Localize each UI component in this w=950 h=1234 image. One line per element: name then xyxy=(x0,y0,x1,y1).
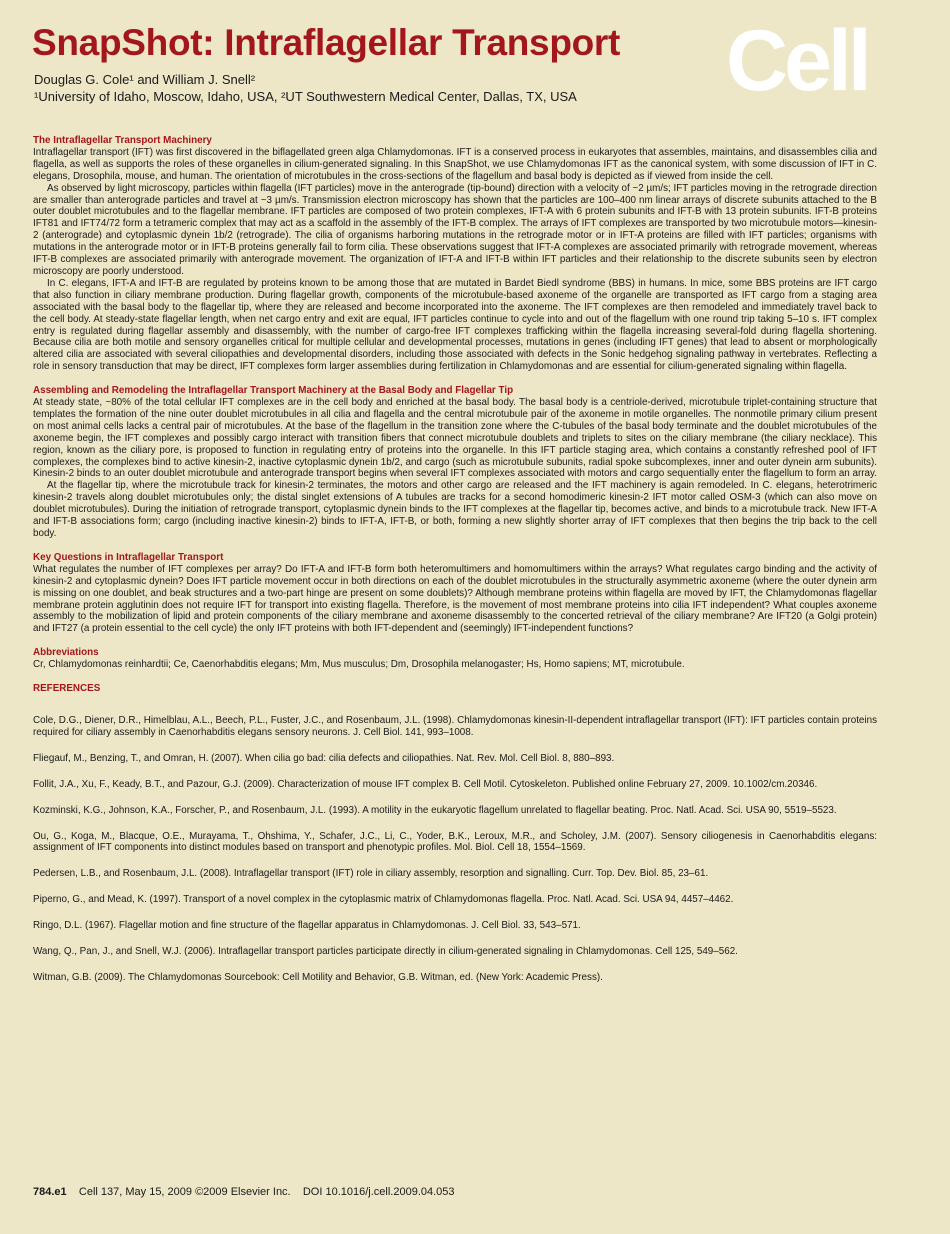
reference-item: Cole, D.G., Diener, D.R., Himelblau, A.L., Beech, P.L., Fuster, J.C., and Rosenbaum, J.L. (1998). Chlamydomonas kinesin-II-dependent intraflagellar transport (IFT): IFT particles contain proteins required for ciliary assembly in Caenorhabditis elegans sensory neurons. J. Cell Biol. 141, 993–1008. xyxy=(33,714,877,738)
reference-item: Piperno, G., and Mead, K. (1997). Transport of a novel complex in the cytoplasmic matrix of Chlamydomonas flagella. Proc. Natl. Acad. Sci. USA 94, 4457–4462. xyxy=(33,894,734,906)
paragraph: Cr, Chlamydomonas reinhardtii; Ce, Caenorhabditis elegans; Mm, Mus musculus; Dm, Drosophila melanogaster; Hs, Homo sapiens; MT, microtubule. xyxy=(33,659,685,671)
paragraph: At the flagellar tip, where the microtubule track for kinesin-2 terminates, the motors and other cargo are released and the IFT machinery is again remodeled. In C. elegans, heterotrimeric kinesin-2 travels along doublet microtubules only; the distal singlet extensions of A tubules are tracks for a second homodimeric kinesin-2 IFT motor called OSM-3 (which can also move on doublet microtubules). During the initiation of retrograde transport, cytoplasmic dynein binds to the IFT complexes at the flagellar tip, becomes active, and binds to a microtubule track. New IFT-A and IFT-B associations form; cargo (including inactive kinesin-2) binds to IFT-A, IFT-B, or both, forming a new slightly shorter array of IFT complexes that then begins the trip back to the cell body. xyxy=(33,480,877,539)
reference-item: Kozminski, K.G., Johnson, K.A., Forscher, P., and Rosenbaum, J.L. (1993). A motility in the eukaryotic flagellum unrelated to flagellar beating. Proc. Natl. Acad. Sci. USA 90, 5519–5523. xyxy=(33,804,837,816)
article-body xyxy=(33,135,877,998)
paragraph: In C. elegans, IFT-A and IFT-B are regulated by proteins known to be among those that are mutated in Bardet Biedl syndrome (BBS) in humans. In mice, some BBS proteins are IFT cargo that also function in ciliary membrane production. During flagellar growth, components of the microtubule-based axoneme of the organelle are transported as IFT cargo from a staging area associated with the basal body to the flagellar tip, where they are released and become incorporated into the axoneme. The IFT complexes are then remodeled and immediately travel back to the cell body. At steady-state flagellar length, when net cargo entry and exit are equal, IFT particles continue to cycle into and out of the flagellum with one round trip taking 5–10 s. IFT complex entry is regulated during flagellar assembly and disassembly, with the number of cargo-free IFT complexes trafficking within the flagella increasing several-fold during flagella shortening. Because cilia are both motile and sensory organelles critical for multiple cellular and developmental processes, mutations in genes (including IFT genes) that lead to absent or morphologically altered cilia are associated with several ciliopathies and developmental disorders, including those associated with defects in the Sonic hedgehog signaling pathway in vertebrates. Reflecting a role in sensory transduction that may be direct, IFT complexes form larger assemblies during fertilization in Chlamydomonas and are essential for cilium-generated signaling within flagella. xyxy=(33,277,877,373)
paragraph: What regulates the number of IFT complexes per array? Do IFT-A and IFT-B form both heteromultimers and homomultimers within the arrays? What regulates cargo binding and the activity of kinesin-2 and cytoplasmic dynein? Does IFT particle movement occur in both directions on each of the doublet microtubules in the structurally asymmetric axoneme (where the outer dynein arm is missing on one doublet, and beak structures and a two-part hinge are present on some doublets)? Although membrane proteins within flagella are moved by IFT, the Chlamydomonas flagellar membrane protein agglutinin does not require IFT for transport into existing flagella. Therefore, is the movement of most membrane proteins into cilia IFT independent? What couples axoneme assembly to the mobilization of lipid and protein components of the ciliary membrane and axoneme disassembly to the concerted retrieval of the ciliary membrane? Are IFT20 (a Golgi protein) and IFT27 (a protein essential to the cell cycle) the only IFT proteins with both IFT-dependent and (seemingly) IFT-independent functions? xyxy=(33,563,877,635)
page-title: SnapShot: Intraflagellar Transport xyxy=(32,22,621,63)
reference-list xyxy=(33,715,877,984)
doi: DOI 10.1016/j.cell.2009.04.053 xyxy=(302,1186,455,1198)
references-heading: REFERENCES xyxy=(33,683,101,695)
authors-block xyxy=(34,71,577,105)
section-heading: Assembling and Remodeling the Intraflagellar Transport Machinery at the Basal Body and Flagellar Tip xyxy=(33,385,514,397)
section-ift-machinery xyxy=(33,135,877,373)
reference-item: Follit, J.A., Xu, F., Keady, B.T., and Pazour, G.J. (2009). Characterization of mouse IFT complex B. Cell Motil. Cytoskeleton. Published online February 27, 2009. 10.1002/cm.20346. xyxy=(33,778,818,790)
section-heading: Key Questions in Intraflagellar Transport xyxy=(33,551,224,563)
paragraph: Intraflagellar transport (IFT) was first discovered in the biflagellated green alga Chlamydomonas. IFT is a conserved process in eukaryotes that assembles, maintains, and disassembles cilia and flagella, as well as supports the roles of these organelles in cilium-generated signaling. In this SnapShot, we use Chlamydomonas IFT as the canonical system, with some discussion of IFT in C. elegans, Drosophila, mouse, and human. The orientation of microtubules in the cross-sections of the flagellum and basal body is depicted as if viewed from inside the cell. xyxy=(33,146,877,182)
reference-item: Witman, G.B. (2009). The Chlamydomonas Sourcebook: Cell Motility and Behavior, G.B. Witman, ed. (New York: Academic Press). xyxy=(33,971,603,983)
reference-item: Pedersen, L.B., and Rosenbaum, J.L. (2008). Intraflagellar transport (IFT) role in ciliary assembly, resorption and signalling. Curr. Top. Dev. Biol. 85, 23–61. xyxy=(33,868,709,880)
reference-item: Ringo, D.L. (1967). Flagellar motion and fine structure of the flagellar apparatus in Chlamydomonas. J. Cell Biol. 33, 543–571. xyxy=(33,920,581,932)
author-names: Douglas G. Cole¹ and William J. Snell² xyxy=(34,72,256,87)
section-heading: Abbreviations xyxy=(33,647,99,659)
journal-logo: Cell xyxy=(726,13,868,109)
author-affiliations: ¹University of Idaho, Moscow, Idaho, USA, ²UT Southwestern Medical Center, Dallas, TX, USA xyxy=(34,89,577,104)
page-number: 784.e1 xyxy=(33,1186,67,1198)
section-key-questions xyxy=(33,552,877,635)
journal-citation: Cell 137, May 15, 2009 ©2009 Elsevier Inc. xyxy=(78,1186,291,1198)
section-heading: The Intraflagellar Transport Machinery xyxy=(33,135,212,146)
reference-item: Fliegauf, M., Benzing, T., and Omran, H. (2007). When cilia go bad: cilia defects and ciliopathies. Nat. Rev. Mol. Cell Biol. 8, 880–893. xyxy=(33,752,615,764)
paragraph: At steady state, ~80% of the total cellular IFT complexes are in the cell body and enriched at the basal body. The basal body is a centriole-derived, microtubule triplet-containing structure that templates the formation of the nine outer doublet microtubules in all cilia and flagella and the central microtubule pair of the axoneme in motile organelles. The nonmotile primary cilium present on most animal cells lacks a central pair of microtubules. At the base of the flagellum in the transition zone where the C-tubules of the basal body terminate and the doublet microtubules of the axoneme begin, the IFT complexes and possibly cargo interact with transition fibers that connect microtubule doublets and triplets to sites on the ciliary membrane (the ciliary necklace). This region, known as the ciliary pore, is proposed to function in regulating entry of proteins into the organelle. In this IFT particle staging area, which contains a constantly refreshed pool of IFT complexes, the complexes bind to active kinesin-2, inactive cytoplasmic dynein 1b/2, and cargo (such as microtubule subunits, radial spoke subcomplexes, inner and outer dynein arm subunits). Kinesin-2 binds to an outer doublet microtubule and anterograde transport begins when several IFT complexes associated with motors and cargo sequentially enter the flagellum to form an array. xyxy=(33,397,877,480)
section-assembling-remodeling xyxy=(33,385,877,540)
reference-item: Ou, G., Koga, M., Blacque, O.E., Murayama, T., Ohshima, Y., Schafer, J.C., Li, C., Yoder, B.K., Leroux, M.R., and Scholey, J.M. (2007). Sensory ciliogenesis in Caenorhabditis elegans: assignment of IFT components into distinct modules based on transport and phenotypic profiles. Mol. Biol. Cell 18, 1554–1569. xyxy=(33,830,877,854)
page-footer xyxy=(33,1186,455,1198)
reference-item: Wang, Q., Pan, J., and Snell, W.J. (2006). Intraflagellar transport particles participate directly in cilium-generated signaling in Chlamydomonas. Cell 125, 549–562. xyxy=(33,946,738,958)
paragraph: As observed by light microscopy, particles within flagella (IFT particles) move in the anterograde (tip-bound) direction with a velocity of ~2 µm/s; IFT particles moving in the retrograde direction are smaller than anterograde particles and travel at ~3 µm/s. Transmission electron microscopy has shown that the particles are 100–400 nm linear arrays of discrete subunits attached to the B outer doublet microtubules and to the flagellar membrane. IFT particles are composed of two protein complexes, IFT-A with 6 protein subunits and IFT-B with 13 protein subunits. IFT-B proteins IFT81 and IFT74/72 form a tetrameric complex that may act as a scaffold in the assembly of the IFT-B complex. The arrays of IFT complexes are transported by two microtubule motors—kinesin-2 (anterograde) and cytoplasmic dynein 1b/2 (retrograde). The cilia of organisms harboring mutations in the retrograde motor or in IFT-A proteins are filled with IFT particles; organisms with mutations in the anterograde motor or in IFT-B proteins generally fail to form cilia. These observations suggest that IFT-A complexes are associated primarily with retrograde movement, whereas IFT-B complexes are associated primarily with anterograde movement. The organization of IFT-A and IFT-B within IFT particles and their relationship to the discrete subunits seen by electron microscopy are poorly understood. xyxy=(33,182,877,277)
section-abbreviations xyxy=(33,647,877,671)
